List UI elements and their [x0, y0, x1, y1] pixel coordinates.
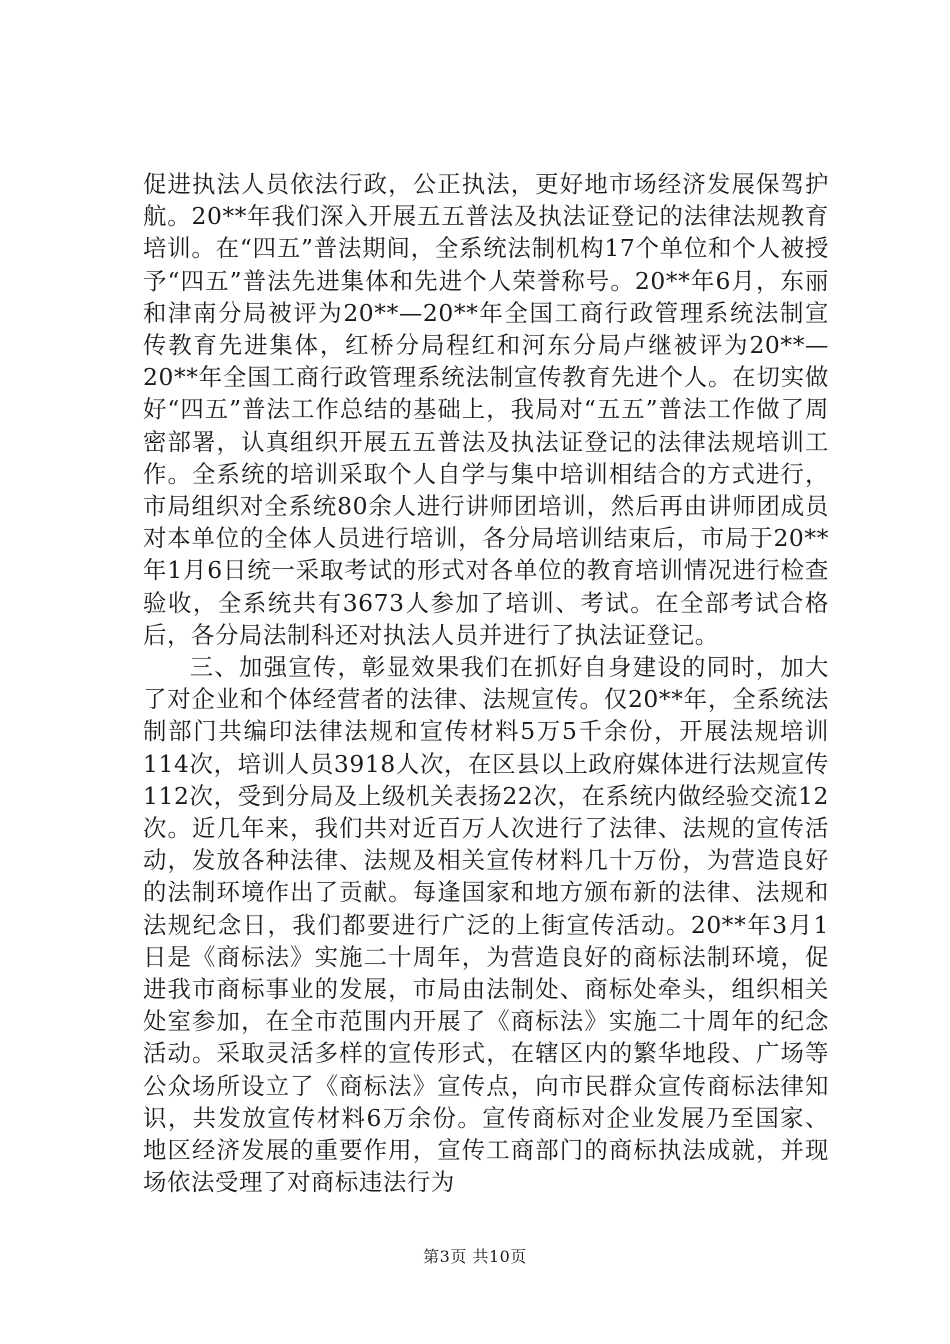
page-footer: 第3页 共10页: [423, 1247, 527, 1266]
paragraph-continuation: 促进执法人员依法行政，公正执法，更好地市场经济发展保驾护航。20**年我们深入开展五五普法及执法证登记的法律法规教育培训。在“四五”普法期间，全系统法制机构17个单位和个人被授予“四五”普法先进集体和先进个人荣誉称号。20**年6月，东丽和津南分局被评为20**—20**年全国工商行政管理系统法制宣传教育先进集体，红桥分局程红和河东分局卢继被评为20**—20**年全国工商行政管理系统法制宣传教育先进个人。在切实做好“四五”普法工作总结的基础上，我局对“五五”普法工作做了周密部署，认真组织开展五五普法及执法证登记的法律法规培训工作。全系统的培训采取个人自学与集中培训相结合的方式进行，市局组织对全系统80余人进行讲师团培训，然后再由讲师团成员对本单位的全体人员进行培训，各分局培训结束后，市局于20**年1月6日统一采取考试的形式对各单位的教育培训情况进行检查验收，全系统共有3673人参加了培训、考试。在全部考试合格后，各分局法制科还对执法人员并进行了执法证登记。: [143, 170, 829, 649]
paragraph-section-three: 三、加强宣传，彰显效果我们在抓好自身建设的同时，加大了对企业和个体经营者的法律、法规宣传。仅20**年，全系统法制部门共编印法律法规和宣传材料5万5千余份，开展法规培训114次，培训人员3918人次，在区县以上政府媒体进行法规宣传112次，受到分局及上级机关表扬22次，在系统内做经验交流12次。近几年来，我们共对近百万人次进行了法律、法规的宣传活动，发放各种法律、法规及相关宣传材料几十万份，为营造良好的法制环境作出了贡献。每逢国家和地方颁布新的法律、法规和法规纪念日，我们都要进行广泛的上街宣传活动。20**年3月1日是《商标法》实施二十周年，为营造良好的商标法制环境，促进我市商标事业的发展，市局由法制处、商标处牵头，组织相关处室参加，在全市范围内开展了《商标法》实施二十周年的纪念活动。采取灵活多样的宣传形式，在辖区内的繁华地段、广场等公众场所设立了《商标法》宣传点，向市民群众宣传商标法律知识，共发放宣传材料6万余份。宣传商标对企业发展乃至国家、地区经济发展的重要作用，宣传工商部门的商标执法成就，并现场依法受理了对商标违法行为: [143, 653, 829, 1197]
body-text: [143, 168, 829, 1199]
